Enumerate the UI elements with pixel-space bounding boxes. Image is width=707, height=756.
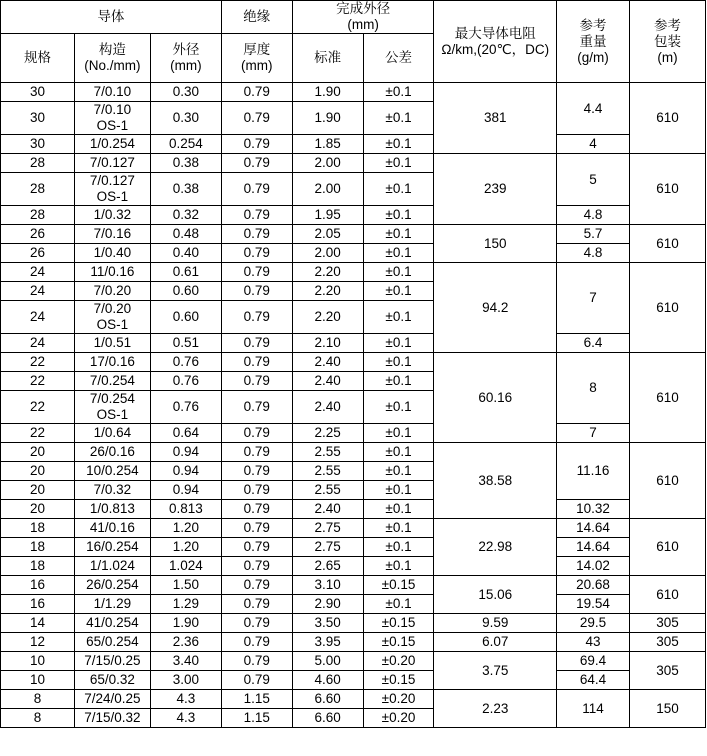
tolerance-cell: ±0.1 (363, 244, 434, 263)
thickness-cell: 0.79 (221, 424, 292, 443)
ref-package-cell: 610 (629, 443, 705, 519)
thickness-cell: 0.79 (221, 652, 292, 671)
tolerance-cell: ±0.20 (363, 690, 434, 709)
ref-weight-cell: 4.4 (557, 83, 630, 135)
max-resistance-cell: 150 (434, 225, 557, 263)
max-resistance-cell: 381 (434, 83, 557, 154)
ref-package-cell: 305 (629, 633, 705, 652)
ref-weight-cell: 43 (557, 633, 630, 652)
tolerance-cell: ±0.15 (363, 614, 434, 633)
standard-od-cell: 3.10 (292, 576, 363, 595)
thickness-cell: 0.79 (221, 576, 292, 595)
table-row (1, 576, 706, 595)
table-row (1, 595, 706, 614)
construction-cell: 1/1.024 (74, 557, 150, 576)
thickness-cell: 0.79 (221, 154, 292, 173)
ref-weight-cell: 4.8 (557, 244, 630, 263)
conductor-od-cell: 4.3 (150, 690, 221, 709)
tolerance-cell: ±0.1 (363, 424, 434, 443)
gauge-cell: 28 (1, 154, 75, 173)
thickness-cell: 0.79 (221, 301, 292, 334)
gauge-cell: 18 (1, 519, 75, 538)
conductor-od-cell: 2.36 (150, 633, 221, 652)
tolerance-cell: ±0.1 (363, 538, 434, 557)
tolerance-cell: ±0.15 (363, 671, 434, 690)
ref-weight-cell: 19.54 (557, 595, 630, 614)
construction-cell: 17/0.16 (74, 353, 150, 372)
standard-header: 标准 (292, 34, 363, 83)
ref-weight-cell: 14.64 (557, 538, 630, 557)
conductor-od-cell: 3.40 (150, 652, 221, 671)
ref-weight-cell: 29.5 (557, 614, 630, 633)
thickness-cell: 0.79 (221, 443, 292, 462)
max-resistance-header: 最大导体电阻 Ω/km,(20℃，DC) (434, 1, 557, 83)
construction-cell: 10/0.254 (74, 462, 150, 481)
thickness-cell: 0.79 (221, 225, 292, 244)
conductor-od-cell: 0.60 (150, 301, 221, 334)
conductor-od-cell: 0.40 (150, 244, 221, 263)
tolerance-cell: ±0.1 (363, 263, 434, 282)
standard-od-cell: 2.40 (292, 500, 363, 519)
thickness-cell: 0.79 (221, 244, 292, 263)
thickness-cell: 0.79 (221, 353, 292, 372)
tolerance-cell: ±0.1 (363, 173, 434, 206)
conductor-od-cell: 0.38 (150, 173, 221, 206)
conductor-od-cell: 0.30 (150, 102, 221, 135)
construction-cell: 7/0.20 OS-1 (74, 301, 150, 334)
ref-package-cell: 305 (629, 614, 705, 633)
thickness-cell: 0.79 (221, 481, 292, 500)
construction-cell: 7/0.16 (74, 225, 150, 244)
table-row (1, 424, 706, 443)
finished-od-header: 完成外径 (mm) (292, 1, 434, 34)
standard-od-cell: 1.85 (292, 135, 363, 154)
table-row (1, 690, 706, 709)
tolerance-cell: ±0.1 (363, 301, 434, 334)
construction-cell: 1/0.64 (74, 424, 150, 443)
ref-weight-cell: 4.8 (557, 206, 630, 225)
tolerance-cell: ±0.1 (363, 557, 434, 576)
ref-weight-cell: 114 (557, 690, 630, 728)
tolerance-cell: ±0.1 (363, 391, 434, 424)
gauge-cell: 26 (1, 225, 75, 244)
max-resistance-cell: 3.75 (434, 652, 557, 690)
standard-od-cell: 1.95 (292, 206, 363, 225)
conductor-od-cell: 0.76 (150, 353, 221, 372)
standard-od-cell: 2.90 (292, 595, 363, 614)
tolerance-cell: ±0.1 (363, 83, 434, 102)
table-row (1, 135, 706, 154)
construction-cell: 26/0.16 (74, 443, 150, 462)
tolerance-cell: ±0.1 (363, 206, 434, 225)
standard-od-cell: 5.00 (292, 652, 363, 671)
conductor-header: 导体 (1, 1, 222, 34)
table-row (1, 671, 706, 690)
ref-package-cell: 610 (629, 225, 705, 263)
gauge-cell: 30 (1, 102, 75, 135)
thickness-cell: 0.79 (221, 372, 292, 391)
ref-package-cell: 610 (629, 154, 705, 225)
construction-cell: 65/0.32 (74, 671, 150, 690)
construction-cell: 1/0.40 (74, 244, 150, 263)
table-row (1, 538, 706, 557)
table-row (1, 519, 706, 538)
thickness-cell: 0.79 (221, 206, 292, 225)
ref-weight-cell: 6.4 (557, 334, 630, 353)
standard-od-cell: 1.90 (292, 102, 363, 135)
thickness-cell: 0.79 (221, 173, 292, 206)
ref-weight-cell: 5.7 (557, 225, 630, 244)
construction-cell: 41/0.254 (74, 614, 150, 633)
gauge-cell: 16 (1, 595, 75, 614)
gauge-cell: 22 (1, 353, 75, 372)
thickness-cell: 0.79 (221, 102, 292, 135)
conductor-od-cell: 0.32 (150, 206, 221, 225)
standard-od-cell: 2.20 (292, 301, 363, 334)
construction-cell: 7/15/0.25 (74, 652, 150, 671)
tolerance-cell: ±0.1 (363, 462, 434, 481)
conductor-od-cell: 0.76 (150, 391, 221, 424)
standard-od-cell: 2.55 (292, 443, 363, 462)
gauge-cell: 18 (1, 557, 75, 576)
gauge-cell: 24 (1, 282, 75, 301)
standard-od-cell: 6.60 (292, 709, 363, 728)
construction-cell: 7/0.127 (74, 154, 150, 173)
construction-cell: 65/0.254 (74, 633, 150, 652)
thickness-cell: 0.79 (221, 263, 292, 282)
table-row (1, 244, 706, 263)
construction-cell: 1/0.813 (74, 500, 150, 519)
thickness-cell: 0.79 (221, 334, 292, 353)
standard-od-cell: 3.50 (292, 614, 363, 633)
tolerance-cell: ±0.1 (363, 353, 434, 372)
ref-package-cell: 610 (629, 576, 705, 614)
ref-weight-cell: 14.02 (557, 557, 630, 576)
conductor-od-cell: 0.94 (150, 462, 221, 481)
table-row (1, 263, 706, 282)
ref-weight-cell: 69.4 (557, 652, 630, 671)
construction-cell: 7/0.10 OS-1 (74, 102, 150, 135)
construction-cell: 7/0.127 OS-1 (74, 173, 150, 206)
thickness-cell: 0.79 (221, 391, 292, 424)
thickness-cell: 1.15 (221, 690, 292, 709)
standard-od-cell: 2.40 (292, 391, 363, 424)
gauge-cell: 22 (1, 424, 75, 443)
tolerance-cell: ±0.1 (363, 154, 434, 173)
tolerance-cell: ±0.1 (363, 372, 434, 391)
construction-cell: 7/0.10 (74, 83, 150, 102)
construction-cell: 1/0.32 (74, 206, 150, 225)
conductor-od-header: 外径 (mm) (150, 34, 221, 83)
ref-weight-cell: 7 (557, 263, 630, 334)
construction-cell: 7/15/0.32 (74, 709, 150, 728)
thickness-cell: 0.79 (221, 519, 292, 538)
standard-od-cell: 2.25 (292, 424, 363, 443)
tolerance-cell: ±0.15 (363, 633, 434, 652)
thickness-cell: 0.79 (221, 500, 292, 519)
thickness-cell: 0.79 (221, 538, 292, 557)
gauge-cell: 20 (1, 481, 75, 500)
standard-od-cell: 4.60 (292, 671, 363, 690)
table-row (1, 206, 706, 225)
thickness-cell: 0.79 (221, 282, 292, 301)
table-row (1, 83, 706, 102)
gauge-cell: 28 (1, 173, 75, 206)
ref-package-cell: 150 (629, 690, 705, 728)
max-resistance-cell: 2.23 (434, 690, 557, 728)
standard-od-cell: 3.95 (292, 633, 363, 652)
ref-weight-cell: 5 (557, 154, 630, 206)
thickness-cell: 0.79 (221, 557, 292, 576)
max-resistance-cell: 239 (434, 154, 557, 225)
tolerance-header: 公差 (363, 34, 434, 83)
standard-od-cell: 2.05 (292, 225, 363, 244)
gauge-cell: 28 (1, 206, 75, 225)
ref-weight-cell: 7 (557, 424, 630, 443)
ref-weight-cell: 4 (557, 135, 630, 154)
tolerance-cell: ±0.1 (363, 595, 434, 614)
standard-od-cell: 6.60 (292, 690, 363, 709)
tolerance-cell: ±0.1 (363, 102, 434, 135)
ref-weight-cell: 20.68 (557, 576, 630, 595)
max-resistance-cell: 6.07 (434, 633, 557, 652)
construction-cell: 1/0.254 (74, 135, 150, 154)
standard-od-cell: 2.55 (292, 462, 363, 481)
tolerance-cell: ±0.1 (363, 135, 434, 154)
construction-header: 构造 (No./mm) (74, 34, 150, 83)
conductor-od-cell: 3.00 (150, 671, 221, 690)
conductor-od-cell: 0.813 (150, 500, 221, 519)
gauge-cell: 12 (1, 633, 75, 652)
thickness-cell: 0.79 (221, 595, 292, 614)
table-row (1, 633, 706, 652)
conductor-od-cell: 0.64 (150, 424, 221, 443)
table-row (1, 652, 706, 671)
ref-weight-cell: 10.32 (557, 500, 630, 519)
header-row-1 (1, 1, 706, 34)
tolerance-cell: ±0.1 (363, 481, 434, 500)
standard-od-cell: 2.75 (292, 519, 363, 538)
conductor-od-cell: 1.20 (150, 519, 221, 538)
standard-od-cell: 2.65 (292, 557, 363, 576)
max-resistance-cell: 9.59 (434, 614, 557, 633)
gauge-cell: 8 (1, 709, 75, 728)
tolerance-cell: ±0.1 (363, 443, 434, 462)
thickness-header: 厚度 (mm) (221, 34, 292, 83)
table-row (1, 500, 706, 519)
gauge-cell: 20 (1, 443, 75, 462)
conductor-od-cell: 0.38 (150, 154, 221, 173)
construction-cell: 7/0.32 (74, 481, 150, 500)
table-row (1, 614, 706, 633)
thickness-cell: 0.79 (221, 614, 292, 633)
construction-cell: 7/0.254 (74, 372, 150, 391)
standard-od-cell: 2.20 (292, 263, 363, 282)
construction-cell: 7/0.254 OS-1 (74, 391, 150, 424)
table-row (1, 353, 706, 372)
table-row (1, 154, 706, 173)
insulation-header: 绝缘 (221, 1, 292, 34)
construction-cell: 7/24/0.25 (74, 690, 150, 709)
standard-od-cell: 2.00 (292, 173, 363, 206)
tolerance-cell: ±0.1 (363, 282, 434, 301)
thickness-cell: 0.79 (221, 633, 292, 652)
conductor-od-cell: 1.50 (150, 576, 221, 595)
gauge-cell: 30 (1, 83, 75, 102)
ref-package-cell: 610 (629, 263, 705, 353)
conductor-od-cell: 1.29 (150, 595, 221, 614)
conductor-od-cell: 0.94 (150, 481, 221, 500)
conductor-od-cell: 0.254 (150, 135, 221, 154)
construction-cell: 1/0.51 (74, 334, 150, 353)
tolerance-cell: ±0.1 (363, 519, 434, 538)
table-body (1, 83, 706, 728)
ref-package-cell: 610 (629, 519, 705, 576)
thickness-cell: 0.79 (221, 671, 292, 690)
ref-weight-cell: 11.16 (557, 443, 630, 500)
gauge-cell: 10 (1, 652, 75, 671)
gauge-cell: 24 (1, 334, 75, 353)
construction-cell: 26/0.254 (74, 576, 150, 595)
standard-od-cell: 2.20 (292, 282, 363, 301)
gauge-cell: 16 (1, 576, 75, 595)
ref-package-cell: 610 (629, 83, 705, 154)
conductor-od-cell: 1.024 (150, 557, 221, 576)
construction-cell: 41/0.16 (74, 519, 150, 538)
conductor-od-cell: 0.51 (150, 334, 221, 353)
table-row (1, 225, 706, 244)
tolerance-cell: ±0.20 (363, 709, 434, 728)
thickness-cell: 0.79 (221, 135, 292, 154)
tolerance-cell: ±0.15 (363, 576, 434, 595)
gauge-cell: 8 (1, 690, 75, 709)
tolerance-cell: ±0.20 (363, 652, 434, 671)
gauge-cell: 22 (1, 372, 75, 391)
standard-od-cell: 2.10 (292, 334, 363, 353)
table-row (1, 334, 706, 353)
conductor-od-cell: 1.20 (150, 538, 221, 557)
max-resistance-cell: 38.58 (434, 443, 557, 519)
ref-weight-cell: 64.4 (557, 671, 630, 690)
gauge-cell: 30 (1, 135, 75, 154)
standard-od-cell: 2.55 (292, 481, 363, 500)
tolerance-cell: ±0.1 (363, 500, 434, 519)
max-resistance-cell: 22.98 (434, 519, 557, 576)
ref-package-header: 参考 包装 (m) (629, 1, 705, 83)
max-resistance-cell: 94.2 (434, 263, 557, 353)
table-row (1, 443, 706, 462)
max-resistance-cell: 15.06 (434, 576, 557, 614)
standard-od-cell: 2.75 (292, 538, 363, 557)
thickness-cell: 1.15 (221, 709, 292, 728)
gauge-cell: 26 (1, 244, 75, 263)
construction-cell: 7/0.20 (74, 282, 150, 301)
ref-weight-cell: 8 (557, 353, 630, 424)
tolerance-cell: ±0.1 (363, 225, 434, 244)
conductor-od-cell: 1.90 (150, 614, 221, 633)
conductor-od-cell: 0.60 (150, 282, 221, 301)
conductor-od-cell: 0.48 (150, 225, 221, 244)
standard-od-cell: 1.90 (292, 83, 363, 102)
table-row (1, 557, 706, 576)
ref-package-cell: 305 (629, 652, 705, 690)
conductor-od-cell: 0.30 (150, 83, 221, 102)
standard-od-cell: 2.00 (292, 154, 363, 173)
standard-od-cell: 2.40 (292, 353, 363, 372)
ref-package-cell: 610 (629, 353, 705, 443)
gauge-cell: 20 (1, 500, 75, 519)
ref-weight-header: 参考 重量 (g/m) (557, 1, 630, 83)
tolerance-cell: ±0.1 (363, 334, 434, 353)
gauge-cell: 24 (1, 263, 75, 282)
construction-cell: 11/0.16 (74, 263, 150, 282)
gauge-cell: 14 (1, 614, 75, 633)
construction-cell: 1/1.29 (74, 595, 150, 614)
thickness-cell: 0.79 (221, 462, 292, 481)
gauge-cell: 22 (1, 391, 75, 424)
max-resistance-cell: 60.16 (434, 353, 557, 443)
standard-od-cell: 2.40 (292, 372, 363, 391)
thickness-cell: 0.79 (221, 83, 292, 102)
conductor-od-cell: 0.76 (150, 372, 221, 391)
conductor-od-cell: 0.61 (150, 263, 221, 282)
gauge-cell: 20 (1, 462, 75, 481)
conductor-od-cell: 0.94 (150, 443, 221, 462)
gauge-header: 规格 (1, 34, 75, 83)
construction-cell: 16/0.254 (74, 538, 150, 557)
gauge-cell: 10 (1, 671, 75, 690)
gauge-cell: 24 (1, 301, 75, 334)
standard-od-cell: 2.00 (292, 244, 363, 263)
conductor-od-cell: 4.3 (150, 709, 221, 728)
ref-weight-cell: 14.64 (557, 519, 630, 538)
gauge-cell: 18 (1, 538, 75, 557)
